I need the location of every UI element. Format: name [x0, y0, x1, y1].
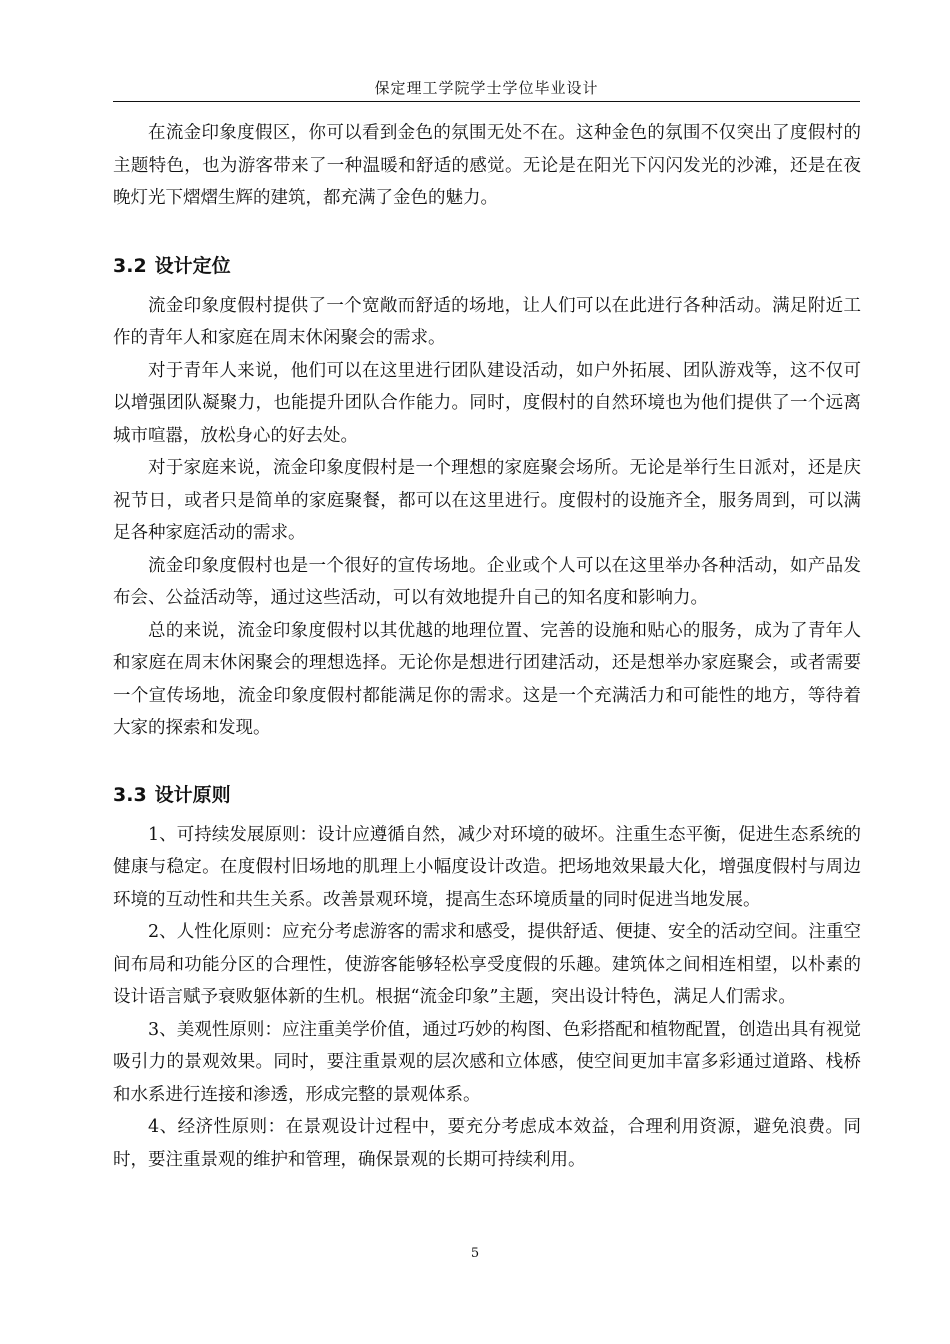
section-3-3-body — [113, 819, 861, 1177]
intro-section — [113, 117, 861, 215]
principle-paragraph: 1、可持续发展原则：设计应遵循自然，减少对环境的破坏。注重生态平衡，促进生态系统的健康与稳定。在度假村旧场地的肌理上小幅度设计改造。把场地效果最大化，增强度假村与周边环境的互动性和共生关系。改善景观环境，提高生态环境质量的同时促进当地发展。 — [113, 824, 861, 910]
section-3-2-body — [113, 290, 861, 745]
paragraph: 流金印象度假村也是一个很好的宣传场地。企业或个人可以在这里举办各种活动，如产品发布会、公益活动等，通过这些活动，可以有效地提升自己的知名度和影响力。 — [113, 555, 861, 608]
header-divider — [113, 101, 860, 102]
principle-paragraph: 4、经济性原则：在景观设计过程中，要充分考虑成本效益，合理利用资源，避免浪费。同时，要注重景观的维护和管理，确保景观的长期可持续利用。 — [113, 1117, 861, 1170]
principle-paragraph: 2、人性化原则：应充分考虑游客的需求和感受，提供舒适、便捷、安全的活动空间。注重空间布局和功能分区的合理性，使游客能够轻松享受度假的乐趣。建筑体之间相连相望，以朴素的设计语言赋予衰败躯体新的生机。根据“流金印象”主题，突出设计特色，满足人们需求。 — [113, 922, 861, 1007]
page-header: 保定理工学院学士学位毕业设计 — [374, 79, 599, 97]
section-number: 3.3 — [113, 783, 147, 806]
section-heading-3-3 — [113, 779, 861, 811]
paragraph: 对于家庭来说，流金印象度假村是一个理想的家庭聚会场所。无论是举行生日派对，还是庆祝节日，或者只是简单的家庭聚餐，都可以在这里进行。度假村的设施齐全，服务周到，可以满足各种家庭活动的需求。 — [113, 458, 861, 543]
paragraph: 流金印象度假村提供了一个宽敞而舒适的场地，让人们可以在此进行各种活动。满足附近工作的青年人和家庭在周末休闲聚会的需求。 — [113, 295, 861, 348]
section-title: 设计原则 — [154, 783, 231, 806]
paragraph: 总的来说，流金印象度假村以其优越的地理位置、完善的设施和贴心的服务，成为了青年人和家庭在周末休闲聚会的理想选择。无论你是想进行团建活动，还是想举办家庭聚会，或者需要一个宣传场地，流金印象度假村都能满足你的需求。这是一个充满活力和可能性的地方，等待着大家的探索和发现。 — [113, 620, 861, 738]
principle-paragraph: 3、美观性原则：应注重美学价值，通过巧妙的构图、色彩搭配和植物配置，创造出具有视觉吸引力的景观效果。同时，要注重景观的层次感和立体感，使空间更加丰富多彩通过道路、栈桥和水系进行连接和渗透，形成完整的景观体系。 — [113, 1019, 861, 1105]
paragraph: 对于青年人来说，他们可以在这里进行团队建设活动，如户外拓展、团队游戏等，这不仅可以增强团队凝聚力，也能提升团队合作能力。同时，度假村的自然环境也为他们提供了一个远离城市喧嚣，放松身心的好去处。 — [113, 360, 861, 446]
section-title: 设计定位 — [154, 254, 231, 277]
page-number: 5 — [470, 1246, 480, 1261]
document-body — [113, 112, 861, 1176]
section-number: 3.2 — [113, 254, 147, 277]
paragraph: 在流金印象度假区，你可以看到金色的氛围无处不在。这种金色的氛围不仅突出了度假村的主题特色，也为游客带来了一种温暖和舒适的感觉。无论是在阳光下闪闪发光的沙滩，还是在夜晚灯光下熠熠生辉的建筑，都充满了金色的魅力。 — [113, 123, 861, 208]
section-heading-3-2 — [113, 250, 861, 282]
